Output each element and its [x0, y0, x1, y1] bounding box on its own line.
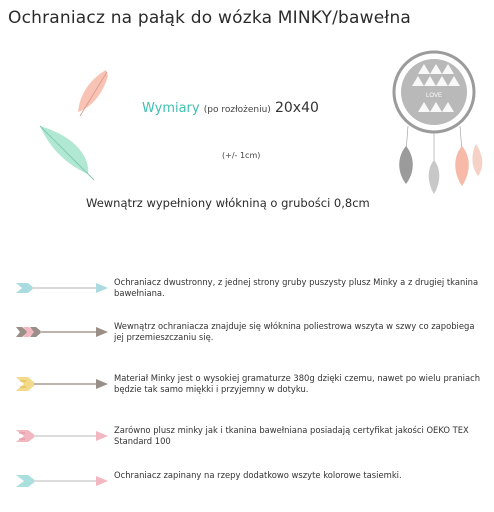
- feature-item: [14, 321, 484, 351]
- arrow-icon: [14, 277, 110, 299]
- arrow-icon: [14, 470, 110, 492]
- dimensions-line: [142, 100, 319, 116]
- feather-mint-icon: [36, 122, 98, 184]
- feature-text: Zarówno plusz minky jak i tkanina bawełniana posiadają certyfikat jakości OEKO TEX Standard 100: [114, 425, 469, 446]
- arrow-icon: [14, 373, 110, 395]
- feature-item: [14, 425, 484, 455]
- page-title: Ochraniacz na pałąk do wózka MINKY/bawełna: [8, 8, 412, 28]
- dreamcatcher-label: LOVE: [425, 93, 443, 99]
- dimensions-value: 20x40: [274, 100, 319, 116]
- dreamcatcher-icon: [388, 34, 492, 196]
- arrow-icon: [14, 321, 110, 343]
- feature-item: [14, 373, 484, 403]
- feature-item: [14, 470, 484, 500]
- dimensions-note: (po rozłożeniu): [203, 105, 271, 115]
- dimensions-tolerance: (+/- 1cm): [222, 151, 261, 160]
- filling-text: Wewnątrz wypełniony włókniną o grubości 0,8cm: [86, 196, 370, 210]
- feature-text: Wewnątrz ochraniacza znajduje się włóknina poliestrowa wszyta w szwy co zapobiega jej przemieszczaniu się.: [114, 321, 475, 342]
- feather-pink-icon: [74, 68, 114, 120]
- feature-item: [14, 277, 484, 307]
- feature-text: Ochraniacz zapinany na rzepy dodatkowo wszyte kolorowe tasiemki.: [114, 470, 402, 480]
- arrow-icon: [14, 425, 110, 447]
- dimensions-word: Wymiary: [142, 101, 200, 116]
- feature-text: Materiał Minky jest o wysokiej gramaturze 380g dzięki czemu, nawet po wielu praniach będzie tak samo miękki i przyjemny w dotyku.: [114, 373, 481, 394]
- feature-text: Ochraniacz dwustronny, z jednej strony gruby puszysty plusz Minky a z drugiej tkanina bawełniana.: [114, 277, 479, 298]
